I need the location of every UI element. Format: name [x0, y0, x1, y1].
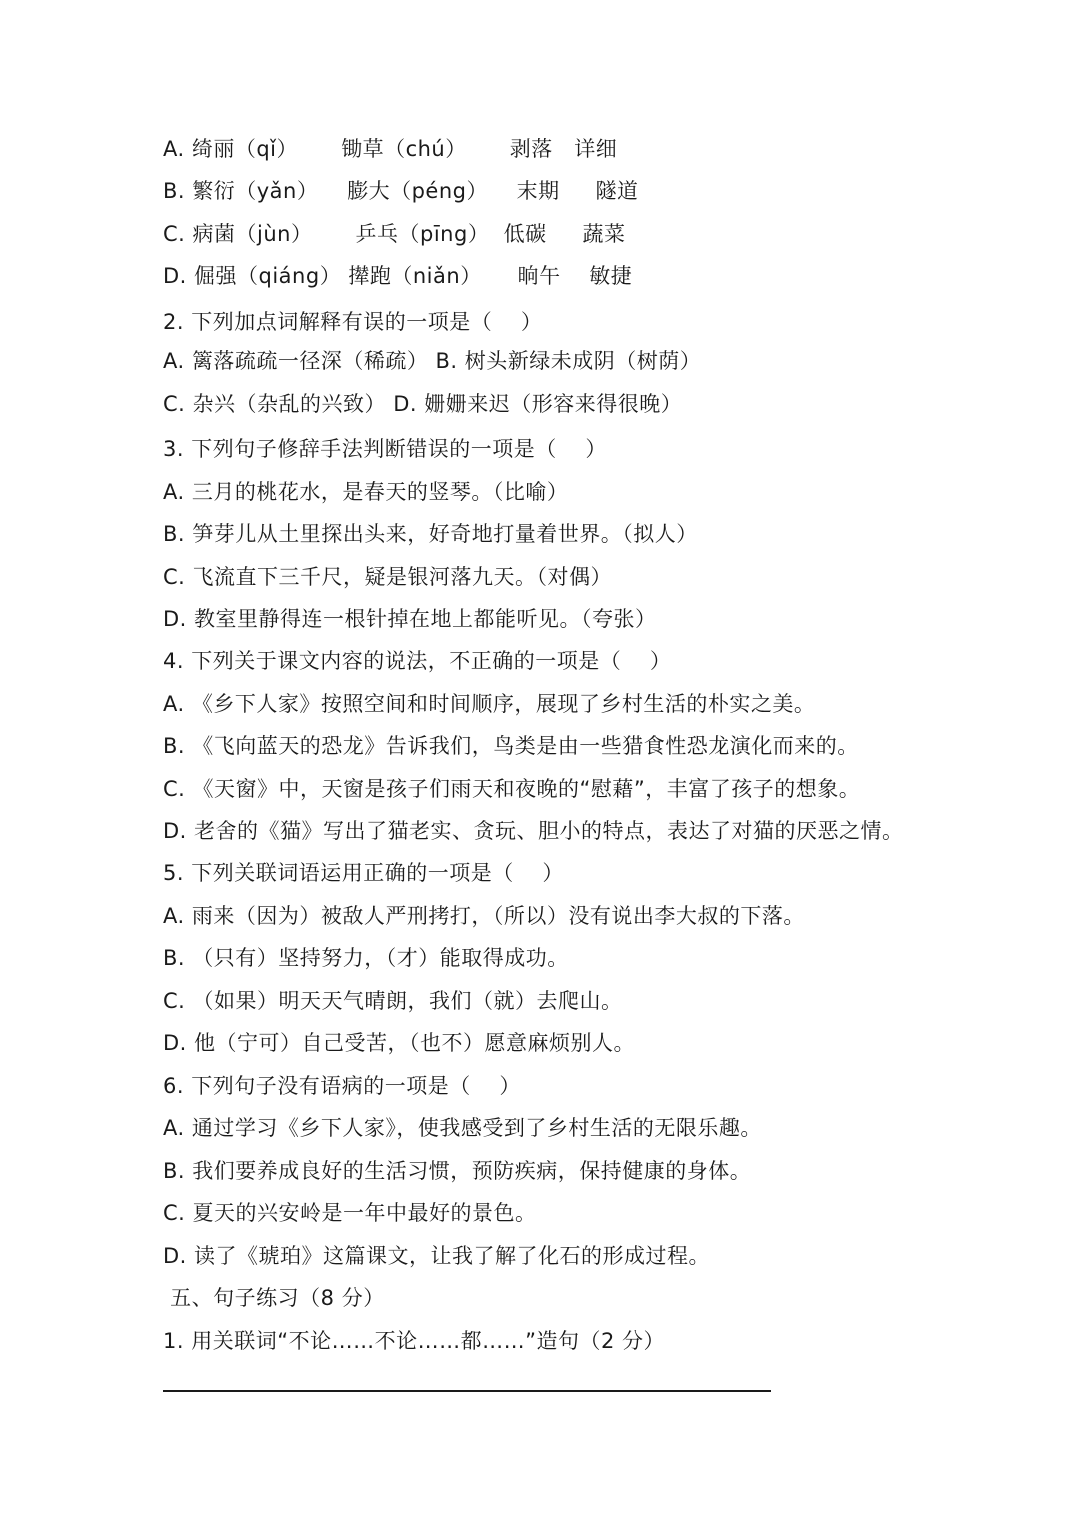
question-2-option-ab: A. 篱落疏疏一径深（稀疏） B. 树头新绿未成阴（树荫） — [163, 349, 702, 373]
question-4-option-c: C. 《天窗》中，天窗是孩子们雨天和夜晚的“慰藉”，丰富了孩子的想象。 — [163, 777, 861, 801]
option-d-pinyin: D. 倔强（qiáng） 撵跑（niǎn） 晌午 敏捷 — [163, 264, 633, 288]
question-4: 4. 下列关于课文内容的说法，不正确的一项是（ ） — [163, 649, 672, 673]
question-6-option-d: D. 读了《琥珀》这篇课文，让我了解了化石的形成过程。 — [163, 1244, 711, 1268]
question-4-option-d: D. 老舍的《猫》写出了猫老实、贪玩、胆小的特点，表达了对猫的厌恶之情。 — [163, 819, 904, 843]
question-4-option-b: B. 《飞向蓝天的恐龙》告诉我们，鸟类是由一些猎食性恐龙演化而来的。 — [163, 734, 859, 758]
question-5-option-a: A. 雨来（因为）被敌人严刑拷打，（所以）没有说出李大叔的下落。 — [163, 904, 805, 928]
question-6-option-a: A. 通过学习《乡下人家》，使我感受到了乡村生活的无限乐趣。 — [163, 1116, 762, 1140]
sentence-question-1: 1. 用关联词“不论……不论……都……”造句（2 分） — [163, 1329, 666, 1353]
question-2: 2. 下列加点词解释有误的一项是（ ） — [163, 310, 543, 334]
question-4-option-a: A. 《乡下人家》按照空间和时间顺序，展现了乡村生活的朴实之美。 — [163, 692, 816, 716]
question-3-option-d: D. 教室里静得连一根针掉在地上都能听见。（夸张） — [163, 607, 657, 631]
option-a-pinyin: A. 绮丽（qǐ） 锄草（chú） 剥落 详细 — [163, 137, 618, 161]
answer-blank-line[interactable] — [163, 1390, 771, 1392]
question-6: 6. 下列句子没有语病的一项是（ ） — [163, 1074, 521, 1098]
question-6-option-b: B. 我们要养成良好的生活习惯，预防疾病，保持健康的身体。 — [163, 1159, 752, 1183]
question-3-option-a: A. 三月的桃花水，是春天的竖琴。（比喻） — [163, 480, 569, 504]
question-6-option-c: C. 夏天的兴安岭是一年中最好的景色。 — [163, 1201, 537, 1225]
question-5-option-d: D. 他（宁可）自己受苦，（也不）愿意麻烦别人。 — [163, 1031, 636, 1055]
question-5-option-b: B. （只有）坚持努力，（才）能取得成功。 — [163, 946, 569, 970]
question-3: 3. 下列句子修辞手法判断错误的一项是（ ） — [163, 437, 607, 461]
question-3-option-c: C. 飞流直下三千尺，疑是银河落九天。（对偶） — [163, 565, 613, 589]
option-c-pinyin: C. 病菌（jùn） 乒乓（pīng） 低碳 蔬菜 — [163, 222, 626, 246]
question-5: 5. 下列关联词语运用正确的一项是（ ） — [163, 861, 564, 885]
section-5-heading: 五、句子练习（8 分） — [163, 1286, 385, 1310]
question-3-option-b: B. 笋芽儿从土里探出头来，好奇地打量着世界。（拟人） — [163, 522, 698, 546]
question-5-option-c: C. （如果）明天天气晴朗，我们（就）去爬山。 — [163, 989, 623, 1013]
question-2-option-cd: C. 杂兴（杂乱的兴致） D. 姗姗来迟（形容来得很晚） — [163, 392, 683, 416]
option-b-pinyin: B. 繁衍（yǎn） 膨大（péng） 末期 隧道 — [163, 179, 639, 203]
